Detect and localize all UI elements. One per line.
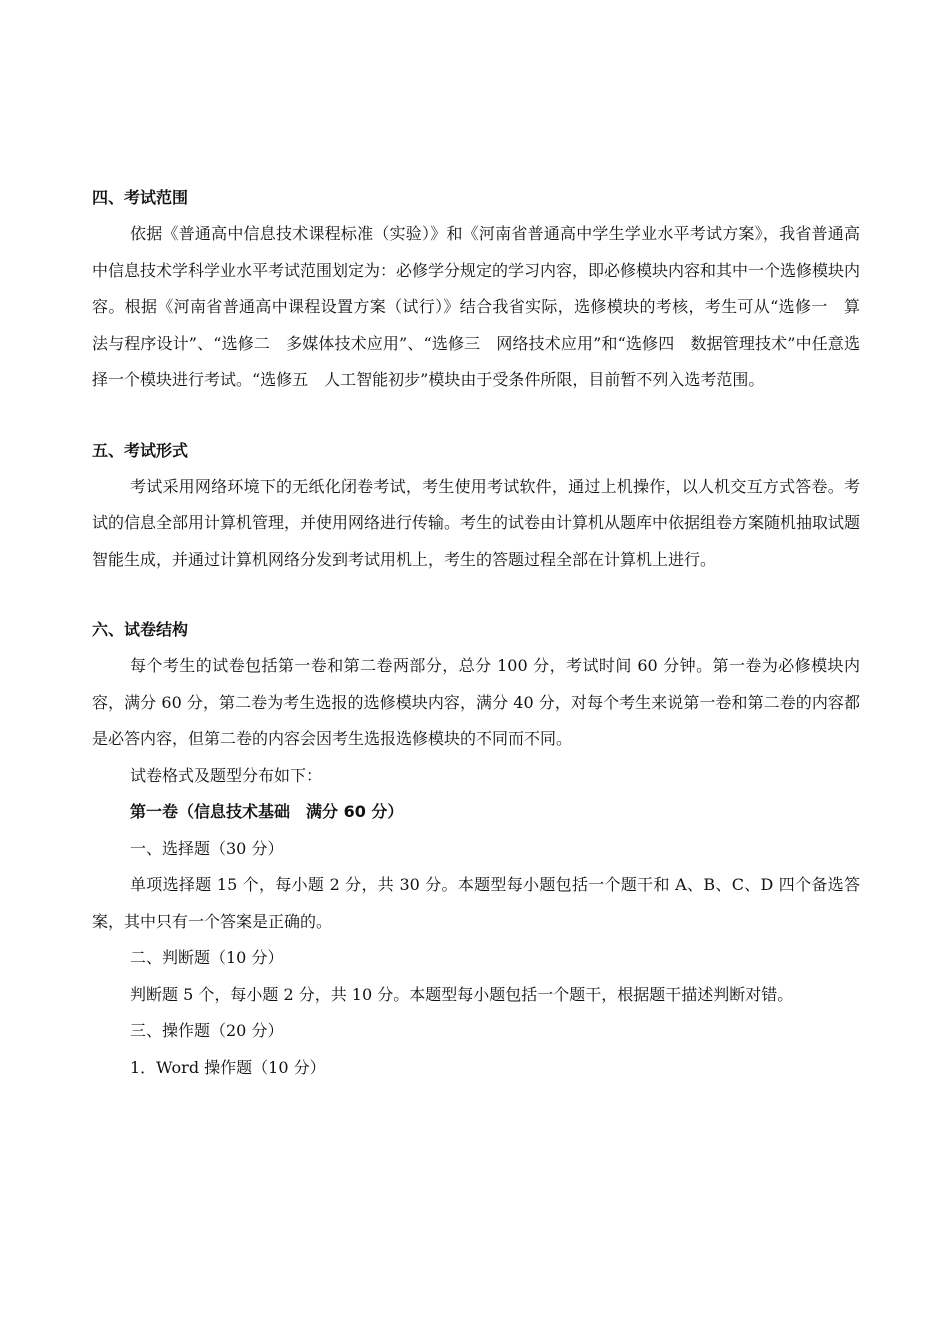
question-type-judge-title: 二、判断题（10 分） (130, 948, 284, 967)
structure-intro: 试卷格式及题型分布如下： (130, 765, 323, 785)
paper-structure-paragraph: 每个考生的试卷包括第一卷和第二卷两部分，总分 100 分，考试时间 60 分钟。第一卷为必修模块内容，满分 60 分，第二卷为考生选报的选修模块内容，满分 40 分，对每个考生来说第一卷和第二卷的内容都是必答内容，但第二卷的内容会因考生选报选修模块的不同而不同。 (92, 656, 860, 748)
operation-item-word: 1．Word 操作题（10 分） (130, 1057, 326, 1077)
question-type-judge-desc: 判断题 5 个，每小题 2 分，共 10 分。本题型每小题包括一个题干，根据题干描述判断对错。 (130, 984, 794, 1004)
section-gap (92, 399, 860, 433)
document-page (92, 180, 860, 1086)
question-type-operation-title: 三、操作题（20 分） (130, 1021, 284, 1040)
section-heading-exam-format: 五、考试形式 (92, 440, 189, 460)
volume1-title: 第一卷（信息技术基础 满分 60 分） (130, 802, 404, 821)
exam-format-paragraph: 考试采用网络环境下的无纸化闭卷考试，考生使用考试软件，通过上机操作，以人机交互方式答卷。考试的信息全部用计算机管理，并使用网络进行传输。考生的试卷由计算机从题库中依据组卷方案随机抽取试题智能生成，并通过计算机网络分发到考试用机上，考生的答题过程全部在计算机上进行。 (92, 476, 861, 569)
question-type-choice-title: 一、选择题（30 分） (130, 838, 284, 858)
question-type-choice-desc: 单项选择题 15 个，每小题 2 分，共 30 分。本题型每小题包括一个题干和 A、B、C、D 四个备选答案，其中只有一个答案是正确的。 (92, 875, 860, 931)
section-gap (92, 578, 860, 612)
exam-scope-paragraph: 依据《普通高中信息技术课程标准（实验）》和《河南省普通高中学生学业水平考试方案》，我省普通高中信息技术学科学业水平考试范围划定为：必修学分规定的学习内容，即必修模块内容和其中一个选修模块内容。根据《河南省普通高中课程设置方案（试行）》结合我省实际，选修模块的考核，考生可从“选修一 算法与程序设计”、“选修二 多媒体技术应用”、“选修三 网络技术应用”和“选修四 数据管理技术”中任意选择一个模块进行考试。“选修五 人工智能初步”模块由于受条件所限，目前暂不列入选考范围。 (92, 224, 861, 389)
section-heading-paper-structure: 六、试卷结构 (92, 620, 189, 639)
section-heading-exam-scope: 四、考试范围 (92, 188, 189, 207)
